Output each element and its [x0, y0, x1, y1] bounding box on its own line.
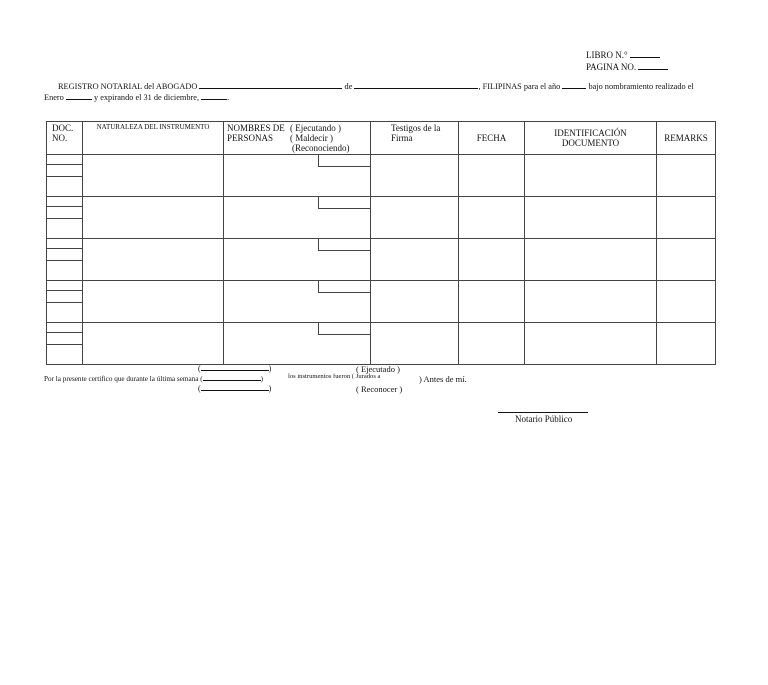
naturaleza-cell[interactable] — [83, 281, 224, 323]
fecha-cell[interactable] — [459, 197, 525, 239]
reconocer-option: ( Reconocer ) — [356, 384, 403, 394]
nombres-tipo-box[interactable] — [318, 155, 370, 167]
diciembre-blank[interactable] — [201, 91, 227, 100]
doc-no-divider — [47, 260, 82, 261]
fecha-cell[interactable] — [459, 155, 525, 197]
doc-no-divider — [47, 344, 82, 345]
identificacion-cell[interactable] — [525, 155, 657, 197]
nombres-cell[interactable] — [224, 197, 371, 239]
ejecutado-option: ( Ejecutado ) — [356, 364, 400, 374]
registro-nombramiento-label: bajo nombramiento realizado el — [588, 82, 694, 91]
fecha-cell[interactable] — [459, 323, 525, 365]
identificacion-cell[interactable] — [525, 323, 657, 365]
fecha-cell[interactable] — [459, 239, 525, 281]
semana-blank[interactable] — [203, 374, 261, 381]
table-row — [47, 197, 716, 239]
testigos-cell[interactable] — [371, 155, 459, 197]
doc-no-divider — [47, 218, 82, 219]
cert-left-blank-bottom[interactable]: ( ) — [198, 384, 272, 393]
doc-no-divider — [47, 176, 82, 177]
naturaleza-cell[interactable] — [83, 239, 224, 281]
registro-de-label: de — [344, 82, 353, 91]
libro-blank[interactable] — [630, 49, 660, 58]
col-doc-no: DOC. NO. — [47, 122, 83, 155]
cert-left-blank-top[interactable]: ( ) — [198, 364, 272, 373]
identificacion-cell[interactable] — [525, 197, 657, 239]
identificacion-cell[interactable] — [525, 281, 657, 323]
registro-expirando-label: y expirando el 31 de diciembre, — [93, 93, 200, 102]
registro-line-1 — [58, 80, 694, 91]
doc-no-cell[interactable] — [47, 155, 83, 197]
doc-no-cell[interactable] — [47, 323, 83, 365]
pagina-blank[interactable] — [638, 61, 668, 70]
registro-enero-label: Enero — [44, 93, 64, 102]
registro-line-2: Enero y expirando el 31 de diciembre, . — [44, 93, 230, 102]
remarks-cell[interactable] — [657, 239, 716, 281]
col-testigos: Testigos de la Firma — [371, 122, 459, 155]
instrumentos-text: los instrumentos fueron ( Jurados a — [288, 373, 381, 380]
table-row — [47, 323, 716, 365]
doc-no-cell[interactable] — [47, 239, 83, 281]
naturaleza-cell[interactable] — [83, 323, 224, 365]
col-remarks: REMARKS — [657, 122, 716, 155]
doc-no-divider — [47, 302, 82, 303]
table-row — [47, 281, 716, 323]
nombres-tipo-box[interactable] — [318, 281, 370, 293]
naturaleza-cell[interactable] — [83, 197, 224, 239]
testigos-cell[interactable] — [371, 281, 459, 323]
nombres-cell[interactable] — [224, 239, 371, 281]
doc-no-cell[interactable] — [47, 197, 83, 239]
registro-abogado-label: REGISTRO NOTARIAL del ABOGADO — [58, 82, 198, 91]
remarks-cell[interactable] — [657, 155, 716, 197]
cert-text: Por la presente certifico que durante la última semana ( ) — [44, 375, 264, 383]
col-fecha: FECHA — [459, 122, 525, 155]
signature-line[interactable] — [498, 412, 588, 413]
nombres-tipo-box[interactable] — [318, 323, 370, 335]
identificacion-cell[interactable] — [525, 239, 657, 281]
naturaleza-cell[interactable] — [83, 155, 224, 197]
enero-blank[interactable] — [66, 91, 92, 100]
libro-label: LIBRO N.° — [586, 50, 628, 60]
fecha-cell[interactable] — [459, 281, 525, 323]
table-header-row — [47, 122, 716, 155]
notario-publico-label: Notario Público — [515, 414, 573, 424]
doc-no-divider — [47, 164, 82, 165]
testigos-cell[interactable] — [371, 239, 459, 281]
remarks-cell[interactable] — [657, 323, 716, 365]
col-nombres: NOMBRES DE PERSONAS ( Ejecutando ) ( Maldecir ) (Reconociendo) — [224, 122, 371, 155]
doc-no-cell[interactable] — [47, 281, 83, 323]
nombres-cell[interactable] — [224, 155, 371, 197]
remarks-cell[interactable] — [657, 197, 716, 239]
registro-table — [46, 121, 716, 365]
nombres-tipo-box[interactable] — [318, 239, 370, 251]
registro-filipinas-label: , FILIPINAS para el año — [478, 82, 561, 91]
nombres-cell[interactable] — [224, 323, 371, 365]
doc-no-divider — [47, 206, 82, 207]
testigos-cell[interactable] — [371, 197, 459, 239]
nombres-cell[interactable] — [224, 281, 371, 323]
anio-blank[interactable] — [562, 80, 586, 89]
doc-no-divider — [47, 248, 82, 249]
doc-no-divider — [47, 332, 82, 333]
libro-pagina-block — [586, 49, 668, 73]
abogado-blank[interactable] — [199, 80, 342, 89]
doc-no-divider — [47, 290, 82, 291]
remarks-cell[interactable] — [657, 281, 716, 323]
table-row — [47, 239, 716, 281]
antes-text: ) Antes de mí. — [419, 374, 467, 384]
table-row — [47, 155, 716, 197]
pagina-label: PAGINA NO. — [586, 62, 637, 72]
testigos-cell[interactable] — [371, 323, 459, 365]
col-identificacion: IDENTIFICACIÓN DOCUMENTO — [525, 122, 657, 155]
col-naturaleza: NATURALEZA DEL INSTRUMENTO — [83, 122, 224, 155]
lugar-blank[interactable] — [354, 80, 478, 89]
nombres-tipo-box[interactable] — [318, 197, 370, 209]
